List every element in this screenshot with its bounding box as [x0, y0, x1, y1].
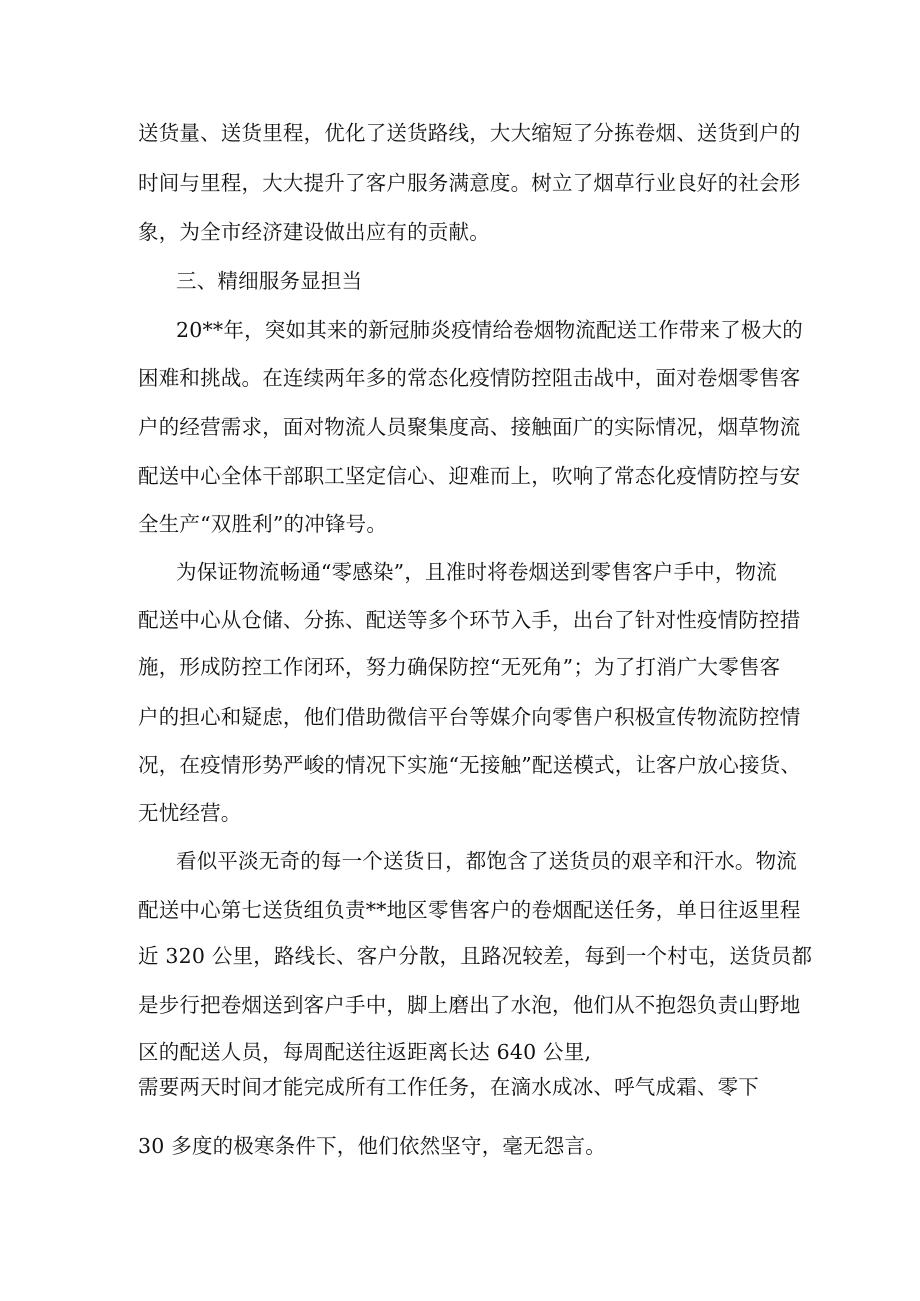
paragraph-2-line-3: 户的经营需求，面对物流人员聚集度高、接触面广的实际情况，烟草物流	[138, 415, 801, 439]
paragraph-2-line-5: 全生产“双胜利”的冲锋号。	[138, 512, 388, 536]
paragraph-4-line-4: 是步行把卷烟送到客户手中，脚上磨出了水泡，他们从不抱怨负责山野地	[138, 993, 801, 1017]
paragraph-3-line-4: 户的担心和疑虑，他们借助微信平台等媒介向零售户积极宣传物流防控情	[138, 705, 801, 729]
paragraph-3-line-6: 无忧经营。	[138, 801, 242, 825]
paragraph-2-line-1: 20**年，突如其来的新冠肺炎疫情给卷烟物流配送工作带来了极大的	[176, 318, 803, 342]
paragraph-4-line-7: 30 多度的极寒条件下，他们依然坚守，毫无怨言。	[138, 1134, 606, 1158]
paragraph-4-line-5: 区的配送人员，每周配送往返距离长达 640 公里,	[138, 1040, 592, 1064]
paragraph-2-line-4: 配送中心全体干部职工坚定信心、迎难而上，吹响了常态化疫情防控与安	[138, 464, 801, 488]
paragraph-3-line-5: 况，在疫情形势严峻的情况下实施“无接触”配送模式，让客户放心接货、	[138, 753, 802, 777]
paragraph-3-line-3: 施，形成防控工作闭环，努力确保防控“无死角”；为了打消广大零售客	[138, 655, 781, 679]
paragraph-4-line-6: 需要两天时间才能完成所有工作任务，在滴水成冰、呼气成霜、零下	[138, 1075, 759, 1099]
paragraph-3-line-1: 为保证物流畅通“零感染”，且准时将卷烟送到零售客户手中，物流	[176, 560, 777, 584]
paragraph-2-line-2: 困难和挑战。在连续两年多的常态化疫情防控阻击战中，面对卷烟零售客	[138, 366, 801, 390]
paragraph-1-line-2: 时间与里程，大大提升了客户服务满意度。树立了烟草行业良好的社会形	[138, 171, 801, 195]
paragraph-1-line-3: 象，为全市经济建设做出应有的贡献。	[138, 220, 490, 244]
section-heading: 三、精细服务显担当	[176, 269, 363, 293]
paragraph-4-line-1: 看似平淡无奇的每一个送货日，都饱含了送货员的艰辛和汗水。物流	[176, 849, 797, 873]
paragraph-3-line-2: 配送中心从仓储、分拣、配送等多个环节入手，出台了针对性疫情防控措	[138, 608, 801, 632]
paragraph-4-line-3: 近 320 公里，路线长、客户分散，且路况较差，每到一个村屯，送货员都	[138, 944, 813, 968]
paragraph-1-line-1: 送货量、送货里程，优化了送货路线，大大缩短了分拣卷烟、送货到户的	[138, 121, 801, 145]
paragraph-4-line-2: 配送中心第七送货组负责**地区零售客户的卷烟配送任务，单日往返里程	[138, 898, 801, 922]
